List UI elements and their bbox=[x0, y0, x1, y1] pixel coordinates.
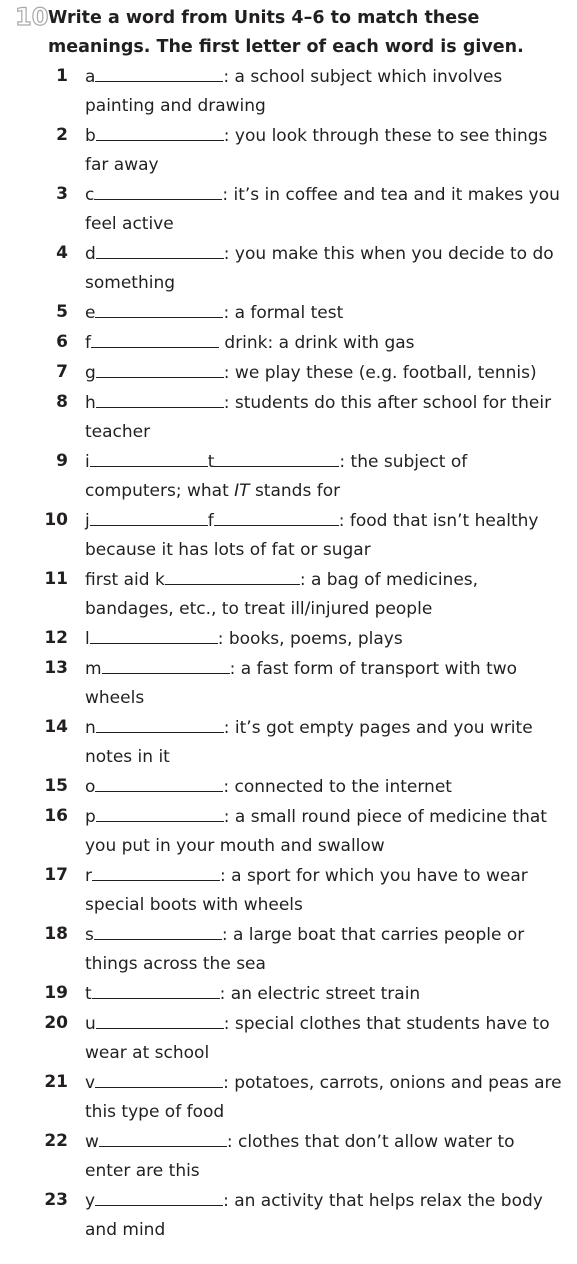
answer-blank[interactable] bbox=[95, 1068, 223, 1088]
list-item bbox=[0, 62, 565, 121]
list-item bbox=[0, 802, 565, 861]
definition: : food that isn’t healthy because it has lots of fat or sugar bbox=[85, 511, 539, 560]
item-number: 9 bbox=[56, 451, 68, 471]
list-item bbox=[0, 1127, 565, 1186]
definition: : a fast form of transport with two wheels bbox=[85, 659, 518, 708]
answer-blank[interactable] bbox=[95, 62, 223, 82]
answer-blank[interactable] bbox=[96, 802, 224, 822]
answer-blank[interactable] bbox=[94, 920, 222, 940]
first-letter: y bbox=[85, 1191, 96, 1211]
list-item bbox=[0, 624, 565, 654]
answer-blank[interactable] bbox=[95, 298, 223, 318]
item-number: 10 bbox=[44, 510, 68, 530]
item-number: 14 bbox=[44, 717, 68, 737]
definition-italic: IT bbox=[234, 481, 250, 501]
item-number: 15 bbox=[44, 776, 68, 796]
item-number: 16 bbox=[44, 806, 68, 826]
list-item bbox=[0, 1009, 565, 1068]
answer-blank[interactable] bbox=[91, 328, 219, 348]
answer-blank[interactable] bbox=[90, 506, 208, 526]
definition: : a small round piece of medicine that you put in your mouth and swallow bbox=[85, 807, 547, 856]
definition: : the subject of computers; what bbox=[85, 452, 468, 501]
item-number: 18 bbox=[44, 924, 68, 944]
definition: : clothes that don’t allow water to enter are this bbox=[85, 1132, 515, 1181]
first-letter: o bbox=[85, 777, 96, 797]
answer-blank[interactable] bbox=[92, 979, 220, 999]
answer-blank[interactable] bbox=[96, 388, 224, 408]
first-letter: n bbox=[85, 718, 96, 738]
list-item bbox=[0, 861, 565, 920]
answer-blank[interactable] bbox=[94, 180, 222, 200]
answer-blank[interactable] bbox=[95, 1186, 223, 1206]
item-number: 2 bbox=[56, 125, 68, 145]
item-number: 20 bbox=[44, 1013, 68, 1033]
answer-blank[interactable] bbox=[90, 624, 218, 644]
exercise-instruction: Write a word from Units 4–6 to match these meanings. The first letter of each word is given. bbox=[48, 8, 524, 57]
answer-blank[interactable] bbox=[96, 713, 224, 733]
answer-blank[interactable] bbox=[214, 506, 339, 526]
list-item bbox=[0, 654, 565, 713]
first-letter: v bbox=[85, 1073, 96, 1093]
first-letter: t bbox=[85, 984, 92, 1004]
answer-blank[interactable] bbox=[96, 121, 224, 141]
first-letter: i bbox=[85, 452, 90, 472]
list-item bbox=[0, 388, 565, 447]
definition: : we play these (e.g. football, tennis) bbox=[223, 363, 537, 383]
answer-blank[interactable] bbox=[99, 1127, 227, 1147]
item-number: 5 bbox=[56, 302, 68, 322]
item-number: 3 bbox=[56, 184, 68, 204]
list-item bbox=[0, 121, 565, 180]
second-letter: t bbox=[207, 452, 215, 472]
item-number: 4 bbox=[56, 243, 68, 263]
first-letter: u bbox=[85, 1014, 96, 1034]
first-letter: r bbox=[85, 866, 92, 886]
definition: : a sport for which you have to wear special boots with wheels bbox=[85, 866, 528, 915]
first-letter: c bbox=[85, 185, 95, 205]
answer-blank[interactable] bbox=[96, 1009, 224, 1029]
first-letter: f bbox=[85, 333, 91, 353]
list-item bbox=[0, 920, 565, 979]
first-letter: g bbox=[85, 363, 96, 383]
answer-blank[interactable] bbox=[214, 447, 339, 467]
definition: : students do this after school for their teacher bbox=[85, 393, 552, 442]
item-number: 7 bbox=[56, 362, 68, 382]
item-number: 22 bbox=[44, 1131, 68, 1151]
definition: drink: a drink with gas bbox=[219, 333, 415, 353]
list-item bbox=[0, 298, 565, 328]
list-item bbox=[0, 239, 565, 298]
item-number: 8 bbox=[56, 392, 68, 412]
definition: stands for bbox=[249, 481, 341, 501]
definition: : special clothes that students have to wear at school bbox=[85, 1014, 550, 1063]
answer-blank[interactable] bbox=[165, 565, 300, 585]
item-number: 17 bbox=[44, 865, 68, 885]
answer-blank[interactable] bbox=[102, 654, 230, 674]
definition: : you look through these to see things far away bbox=[85, 126, 548, 175]
answer-blank[interactable] bbox=[92, 861, 220, 881]
item-number: 13 bbox=[44, 658, 68, 678]
definition: : a formal test bbox=[223, 303, 344, 323]
list-item bbox=[0, 979, 565, 1009]
first-letter: h bbox=[85, 393, 96, 413]
list-item bbox=[0, 713, 565, 772]
definition: : a bag of medicines, bandages, etc., to treat ill/injured people bbox=[85, 570, 479, 619]
definition: : an activity that helps relax the body and mind bbox=[85, 1191, 543, 1240]
item-number: 12 bbox=[44, 628, 68, 648]
prefix-text: first aid k bbox=[85, 570, 165, 590]
list-item bbox=[0, 772, 565, 802]
item-number: 6 bbox=[56, 332, 68, 352]
list-item bbox=[0, 180, 565, 239]
answer-blank[interactable] bbox=[96, 358, 224, 378]
exercise-items bbox=[0, 62, 577, 1245]
list-item bbox=[0, 1068, 565, 1127]
first-letter: b bbox=[85, 126, 96, 146]
first-letter: w bbox=[85, 1132, 99, 1152]
item-number: 23 bbox=[44, 1190, 68, 1210]
second-letter: f bbox=[207, 511, 214, 531]
list-item bbox=[0, 328, 565, 358]
answer-blank[interactable] bbox=[90, 447, 208, 467]
first-letter: d bbox=[85, 244, 96, 264]
definition: : an electric street train bbox=[219, 984, 421, 1004]
first-letter: m bbox=[85, 659, 102, 679]
definition: : potatoes, carrots, onions and peas are this type of food bbox=[85, 1073, 562, 1122]
item-number: 19 bbox=[44, 983, 68, 1003]
first-letter: a bbox=[85, 67, 96, 87]
item-number: 11 bbox=[44, 569, 68, 589]
definition: : it’s in coffee and tea and it makes you feel active bbox=[85, 185, 560, 234]
answer-blank[interactable] bbox=[96, 239, 224, 259]
item-number: 1 bbox=[56, 66, 68, 86]
answer-blank[interactable] bbox=[95, 772, 223, 792]
item-number: 21 bbox=[44, 1072, 68, 1092]
list-item bbox=[0, 1186, 565, 1245]
first-letter: j bbox=[85, 511, 90, 531]
definition: : connected to the internet bbox=[223, 777, 452, 797]
list-item bbox=[0, 358, 565, 388]
list-item bbox=[0, 565, 565, 624]
list-item bbox=[0, 447, 565, 506]
first-letter: l bbox=[85, 629, 90, 649]
definition: : you make this when you decide to do something bbox=[85, 244, 554, 293]
definition: : a large boat that carries people or things across the sea bbox=[85, 925, 525, 974]
list-item bbox=[0, 506, 565, 565]
definition: : books, poems, plays bbox=[217, 629, 403, 649]
definition: : a school subject which involves painting and drawing bbox=[85, 67, 503, 116]
definition: : it’s got empty pages and you write notes in it bbox=[85, 718, 533, 767]
first-letter: s bbox=[85, 925, 94, 945]
first-letter: e bbox=[85, 303, 96, 323]
exercise-number: 10 bbox=[15, 3, 49, 31]
first-letter: p bbox=[85, 807, 96, 827]
